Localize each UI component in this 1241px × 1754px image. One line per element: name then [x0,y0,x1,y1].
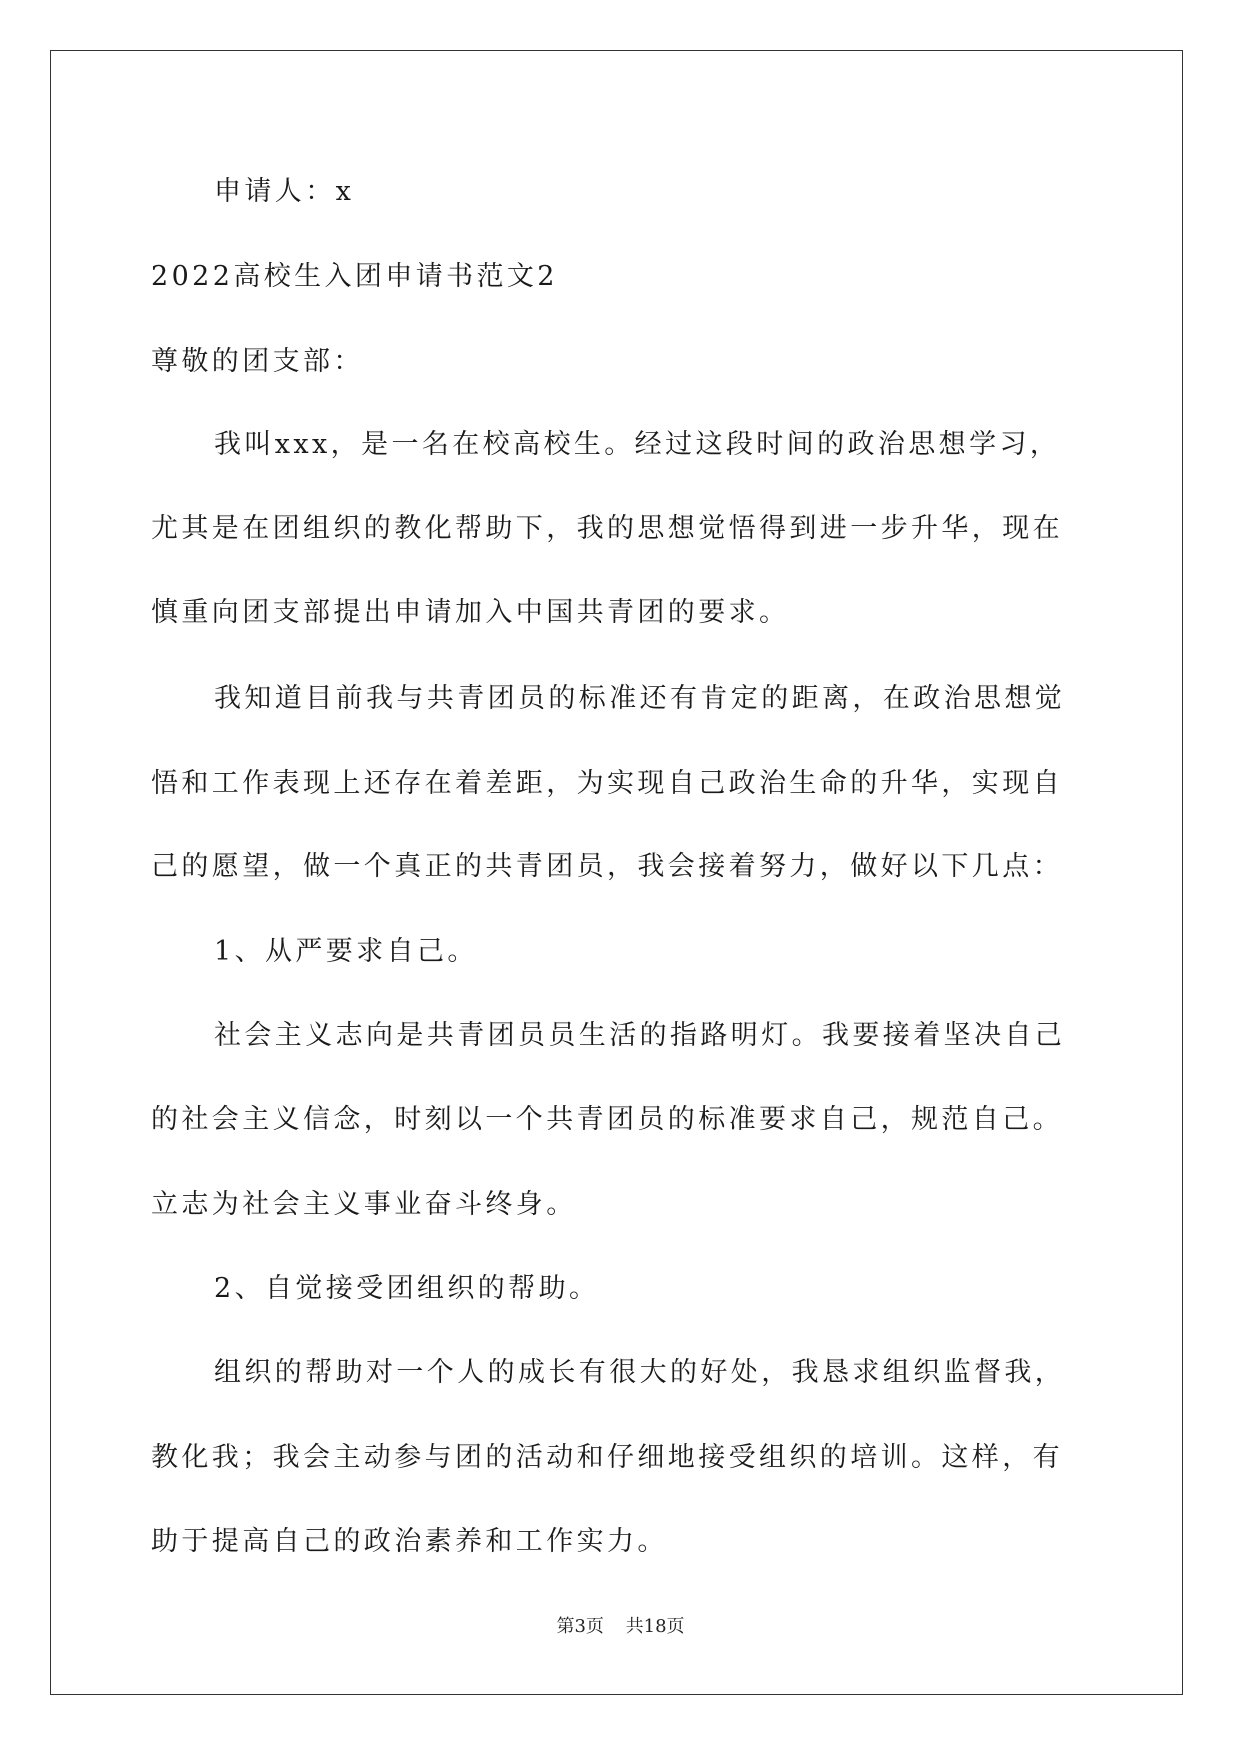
list-item-heading: 2、自觉接受团组织的帮助。 [214,1273,600,1304]
paragraph-line: 组织的帮助对一个人的成长有很大的好处，我恳求组织监督我， [214,1357,1066,1388]
paragraph-line: 己的愿望，做一个真正的共青团员，我会接着努力，做好以下几点： [151,851,1063,882]
paragraph-line: 慎重向团支部提出申请加入中国共青团的要求。 [151,597,790,628]
paragraph-line: 我知道目前我与共青团员的标准还有肯定的距离，在政治思想觉 [214,683,1066,714]
page-total: 共18页 [625,1616,685,1637]
salutation: 尊敬的团支部： [151,346,364,377]
paragraph-line: 教化我；我会主动参与团的活动和仔细地接受组织的培训。这样，有 [151,1442,1063,1473]
list-item-heading: 1、从严要求自己。 [214,936,478,967]
paragraph-line: 悟和工作表现上还存在着差距，为实现自己政治生命的升华，实现自 [151,768,1063,799]
paragraph-line: 社会主义志向是共青团员员生活的指路明灯。我要接着坚决自己 [214,1020,1066,1051]
paragraph-line: 立志为社会主义事业奋斗终身。 [151,1189,577,1220]
paragraph-line: 我叫xxx，是一名在校高校生。经过这段时间的政治思想学习， [214,429,1061,460]
page-number: 第3页 [556,1616,604,1637]
section-heading: 2022高校生入团申请书范文2 [151,261,558,292]
applicant-line: 申请人：x [214,176,355,207]
paragraph-line: 的社会主义信念，时刻以一个共青团员的标准要求自己，规范自己。 [151,1104,1063,1135]
paragraph-line: 助于提高自己的政治素养和工作实力。 [151,1526,668,1557]
paragraph-line: 尤其是在团组织的教化帮助下，我的思想觉悟得到进一步升华，现在 [151,513,1063,544]
page-footer [0,1612,1241,1638]
